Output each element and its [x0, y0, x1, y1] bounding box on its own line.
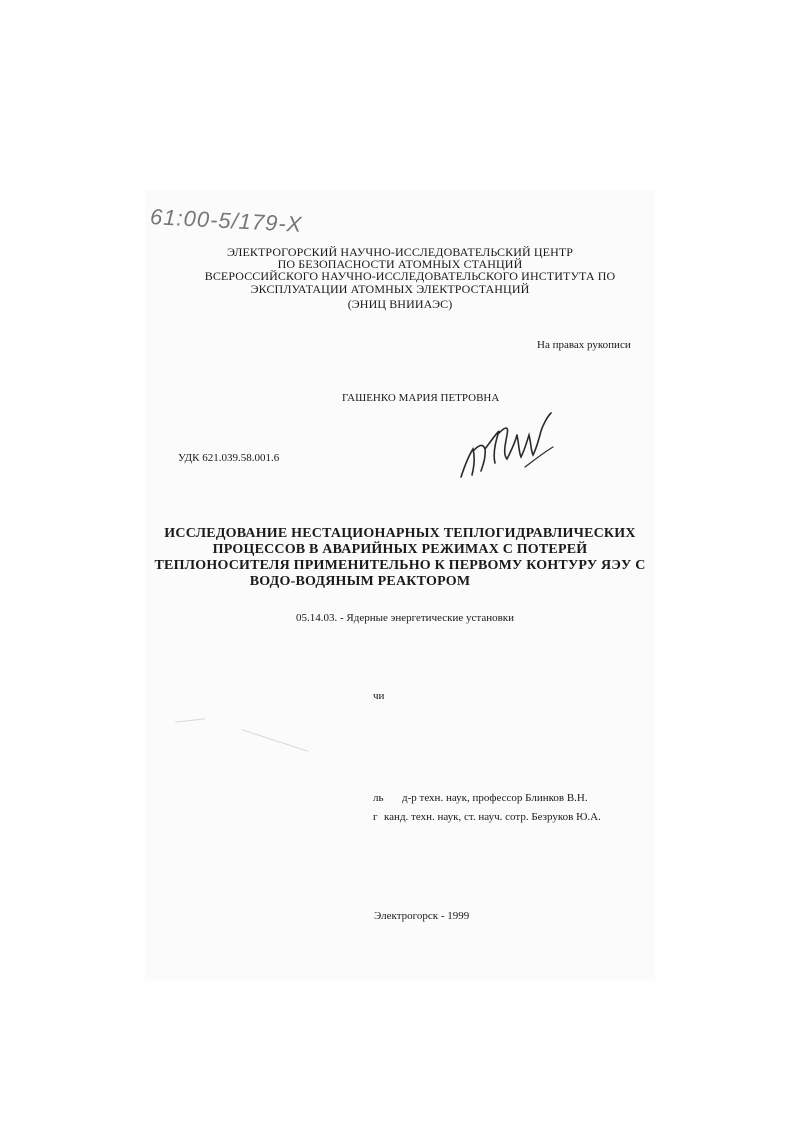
advisor-prefix-1: ль — [373, 792, 384, 804]
title-line-1: ИССЛЕДОВАНИЕ НЕСТАЦИОНАРНЫХ ТЕПЛОГИДРАВЛИЧЕСКИХ — [164, 526, 636, 541]
title-line-4: ВОДО-ВОДЯНЫМ РЕАКТОРОМ — [249, 574, 471, 589]
rights-note: На правах рукописи — [537, 339, 631, 351]
text-fragment: чи — [373, 690, 385, 702]
advisor-2: канд. техн. наук, ст. науч. сотр. Безруков Ю.А. — [384, 811, 601, 823]
place-year: Электрогорск - 1999 — [374, 910, 470, 922]
author-name: ГАШЕНКО МАРИЯ ПЕТРОВНА — [342, 392, 500, 404]
org-line-5: (ЭНИЦ ВНИИАЭС) — [347, 297, 453, 311]
specialty-code: 05.14.03. - Ядерные энергетические установки — [296, 612, 515, 624]
org-line-2: ПО БЕЗОПАСНОСТИ АТОМНЫХ СТАНЦИЙ — [277, 257, 523, 271]
org-line-3: ВСЕРОССИЙСКОГО НАУЧНО-ИССЛЕДОВАТЕЛЬСКОГО ИНСТИТУТА ПО — [204, 269, 616, 283]
org-line-4: ЭКСПЛУАТАЦИИ АТОМНЫХ ЭЛЕКТРОСТАНЦИЙ — [250, 282, 530, 296]
udk-code: УДК 621.039.58.001.6 — [178, 452, 280, 464]
title-line-3: ТЕПЛОНОСИТЕЛЯ ПРИМЕНИТЕЛЬНО К ПЕРВОМУ КОНТУРУ ЯЭУ С — [154, 558, 646, 573]
archive-note: 61:00-5/179-Х — [149, 204, 304, 237]
signature — [455, 405, 565, 485]
title-line-2: ПРОЦЕССОВ В АВАРИЙНЫХ РЕЖИМАХ С ПОТЕРЕЙ — [212, 542, 588, 557]
advisor-1: д-р техн. наук, профессор Блинков В.Н. — [402, 792, 588, 804]
advisor-prefix-2: г — [373, 811, 378, 823]
org-line-1: ЭЛЕКТРОГОРСКИЙ НАУЧНО-ИССЛЕДОВАТЕЛЬСКИЙ ЦЕНТР — [226, 245, 574, 259]
